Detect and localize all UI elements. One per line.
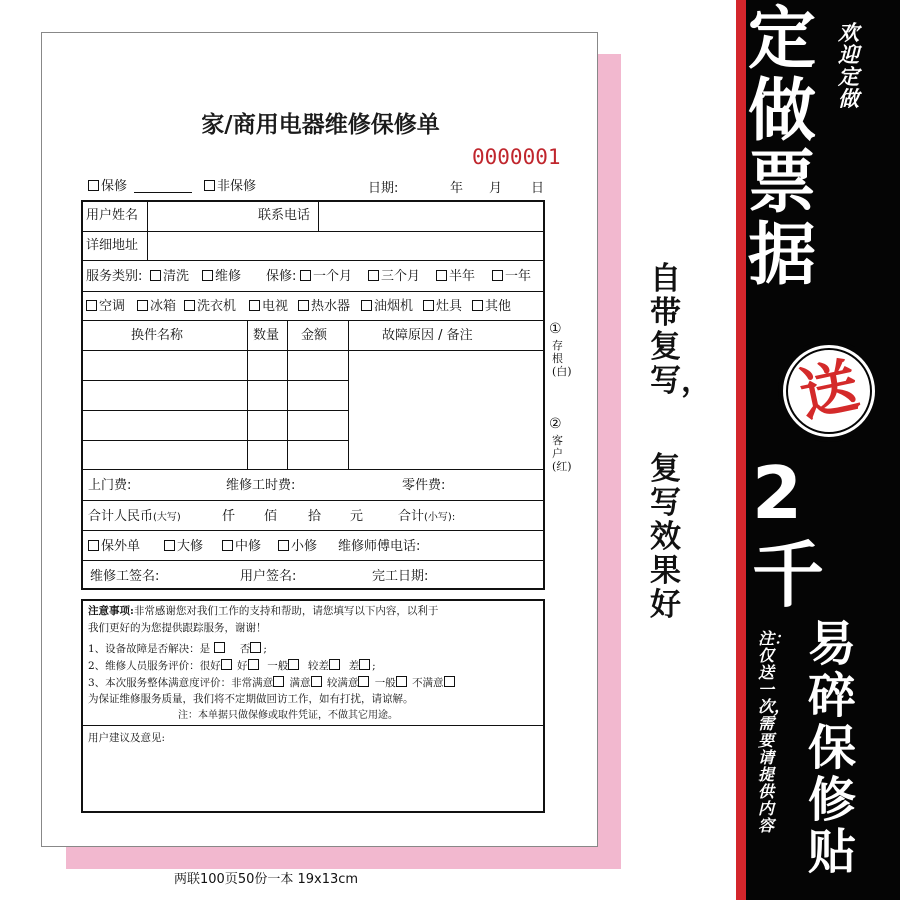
checkbox-icon — [150, 270, 161, 281]
worker-signature-label: 维修工签名: — [90, 569, 160, 584]
clean-option: 清洗 — [150, 269, 189, 284]
quantity-header: 数量 — [253, 328, 280, 343]
form-title: 家/商用电器维修保修单 — [201, 112, 440, 138]
checkbox-icon — [164, 540, 175, 551]
job-type-option: 保外单 — [88, 539, 140, 554]
labor-fee-label: 维修工时费: — [226, 478, 296, 493]
bai-label: 佰 — [264, 509, 278, 524]
main-table-border — [81, 200, 545, 590]
question-3: 3、本次服务整体满意度评价：非常满意 满意 较满意 一般 不满意 — [88, 676, 457, 689]
parts-fee-label: 零件费: — [402, 478, 446, 493]
warranty-period-option: 半年 — [436, 269, 475, 284]
appliance-option: 电视 — [249, 299, 288, 314]
question-2: 2、维修人员服务评价：很好 好 一般 较差 差 ; — [88, 660, 376, 672]
checkbox-icon — [492, 270, 503, 281]
banner-note: 注：仅送一次，需要请提供内容 — [758, 629, 791, 835]
checkbox-icon — [137, 300, 148, 311]
appliance-option: 灶具 — [423, 299, 462, 314]
done-date-label: 完工日期: — [372, 569, 429, 584]
contact-phone-label: 联系电话 — [258, 208, 311, 223]
checkbox-icon — [300, 270, 311, 281]
date-label: 日期: — [368, 181, 399, 196]
address-label: 详细地址 — [86, 238, 139, 253]
appliance-option: 空调 — [86, 299, 125, 314]
banner-main-text: 定做票据 — [748, 0, 817, 295]
appliance-option: 洗衣机 — [184, 299, 236, 314]
user-name-label: 用户姓名 — [86, 208, 139, 223]
product-caption: 两联100页50份一本 19x13cm — [174, 872, 359, 887]
copy1-label: 存根(白) — [552, 339, 572, 378]
appliance-option: 油烟机 — [361, 299, 413, 314]
year-label: 年 — [450, 181, 464, 196]
copy2-label: 客户(红) — [552, 434, 572, 473]
part-name-header: 换件名称 — [131, 328, 184, 343]
job-type-option: 中修 — [222, 539, 261, 554]
checkbox-icon — [204, 180, 215, 191]
warranty-underline — [134, 192, 192, 193]
question-1: 1、设备故障是否解决：是 否 ; — [88, 643, 267, 655]
checkbox-icon — [278, 540, 289, 551]
shi-label: 拾 — [308, 509, 322, 524]
banner-quantity: 2千 — [752, 451, 825, 617]
user-signature-label: 用户签名: — [240, 569, 297, 584]
yuan-label: 元 — [350, 509, 364, 524]
appliance-option: 冰箱 — [137, 299, 176, 314]
suggestions-label: 用户建议及意见: — [88, 732, 166, 744]
serial-number: 0000001 — [472, 145, 561, 169]
warranty-option: 保修 — [88, 179, 127, 194]
checkbox-icon — [184, 300, 195, 311]
total-lower-label: 合计(小写): — [398, 509, 456, 524]
checkbox-icon — [222, 540, 233, 551]
banner-slogan: 易碎保修贴 — [808, 616, 857, 880]
notes-intro: 注意事项:非常感谢您对我们工作的支持和帮助，请您填写以下内容，以利于 — [88, 605, 439, 617]
fault-reason-header: 故障原因 / 备注 — [382, 328, 473, 343]
checkbox-icon — [472, 300, 483, 311]
selling-point-2: 复写效果好 — [650, 451, 681, 623]
footnote: 注：本单据只做保修或取件凭证，不做其它用途。 — [178, 710, 398, 721]
day-label: 日 — [531, 181, 545, 196]
checkbox-icon — [361, 300, 372, 311]
copy2-number: ② — [549, 416, 562, 432]
warranty-period-option: 一个月 — [300, 269, 352, 284]
checkbox-icon — [88, 180, 99, 191]
banner-welcome: 欢迎定做 — [838, 20, 859, 111]
service-type-label: 服务类别: — [86, 269, 143, 284]
qian-label: 仟 — [222, 509, 236, 524]
notes-intro-2: 我们更好的为您提供跟踪服务，谢谢！ — [88, 622, 267, 634]
appliance-option: 其他 — [472, 299, 511, 314]
appliance-option: 热水器 — [298, 299, 350, 314]
tech-phone-label: 维修师傅电话: — [338, 539, 421, 554]
checkbox-icon — [298, 300, 309, 311]
selling-point-1: 自带复写， — [650, 261, 712, 399]
checkbox-icon — [423, 300, 434, 311]
copy1-number: ① — [549, 321, 562, 337]
checkbox-icon — [436, 270, 447, 281]
repair-option: 维修 — [202, 269, 241, 284]
banner-red-strip — [736, 0, 746, 900]
checkbox-icon — [86, 300, 97, 311]
month-label: 月 — [489, 181, 503, 196]
warranty-period-option: 三个月 — [368, 269, 420, 284]
job-type-option: 大修 — [164, 539, 203, 554]
visit-fee-label: 上门费: — [88, 478, 132, 493]
warranty-period-option: 一年 — [492, 269, 531, 284]
follow-up-note: 为保证维修服务质量，我们将不定期做回访工作，如有打扰，请谅解。 — [88, 693, 414, 705]
form-sheet — [41, 32, 598, 847]
checkbox-icon — [249, 300, 260, 311]
total-rmb-label: 合计人民币(大写) — [88, 509, 181, 524]
warranty-period-label: 保修: — [266, 269, 297, 284]
amount-header: 金额 — [301, 328, 328, 343]
checkbox-icon — [88, 540, 99, 551]
job-type-option: 小修 — [278, 539, 317, 554]
checkbox-icon — [368, 270, 379, 281]
non-warranty-option: 非保修 — [204, 179, 256, 194]
checkbox-icon — [202, 270, 213, 281]
gift-stamp-text: 送 — [793, 350, 865, 430]
